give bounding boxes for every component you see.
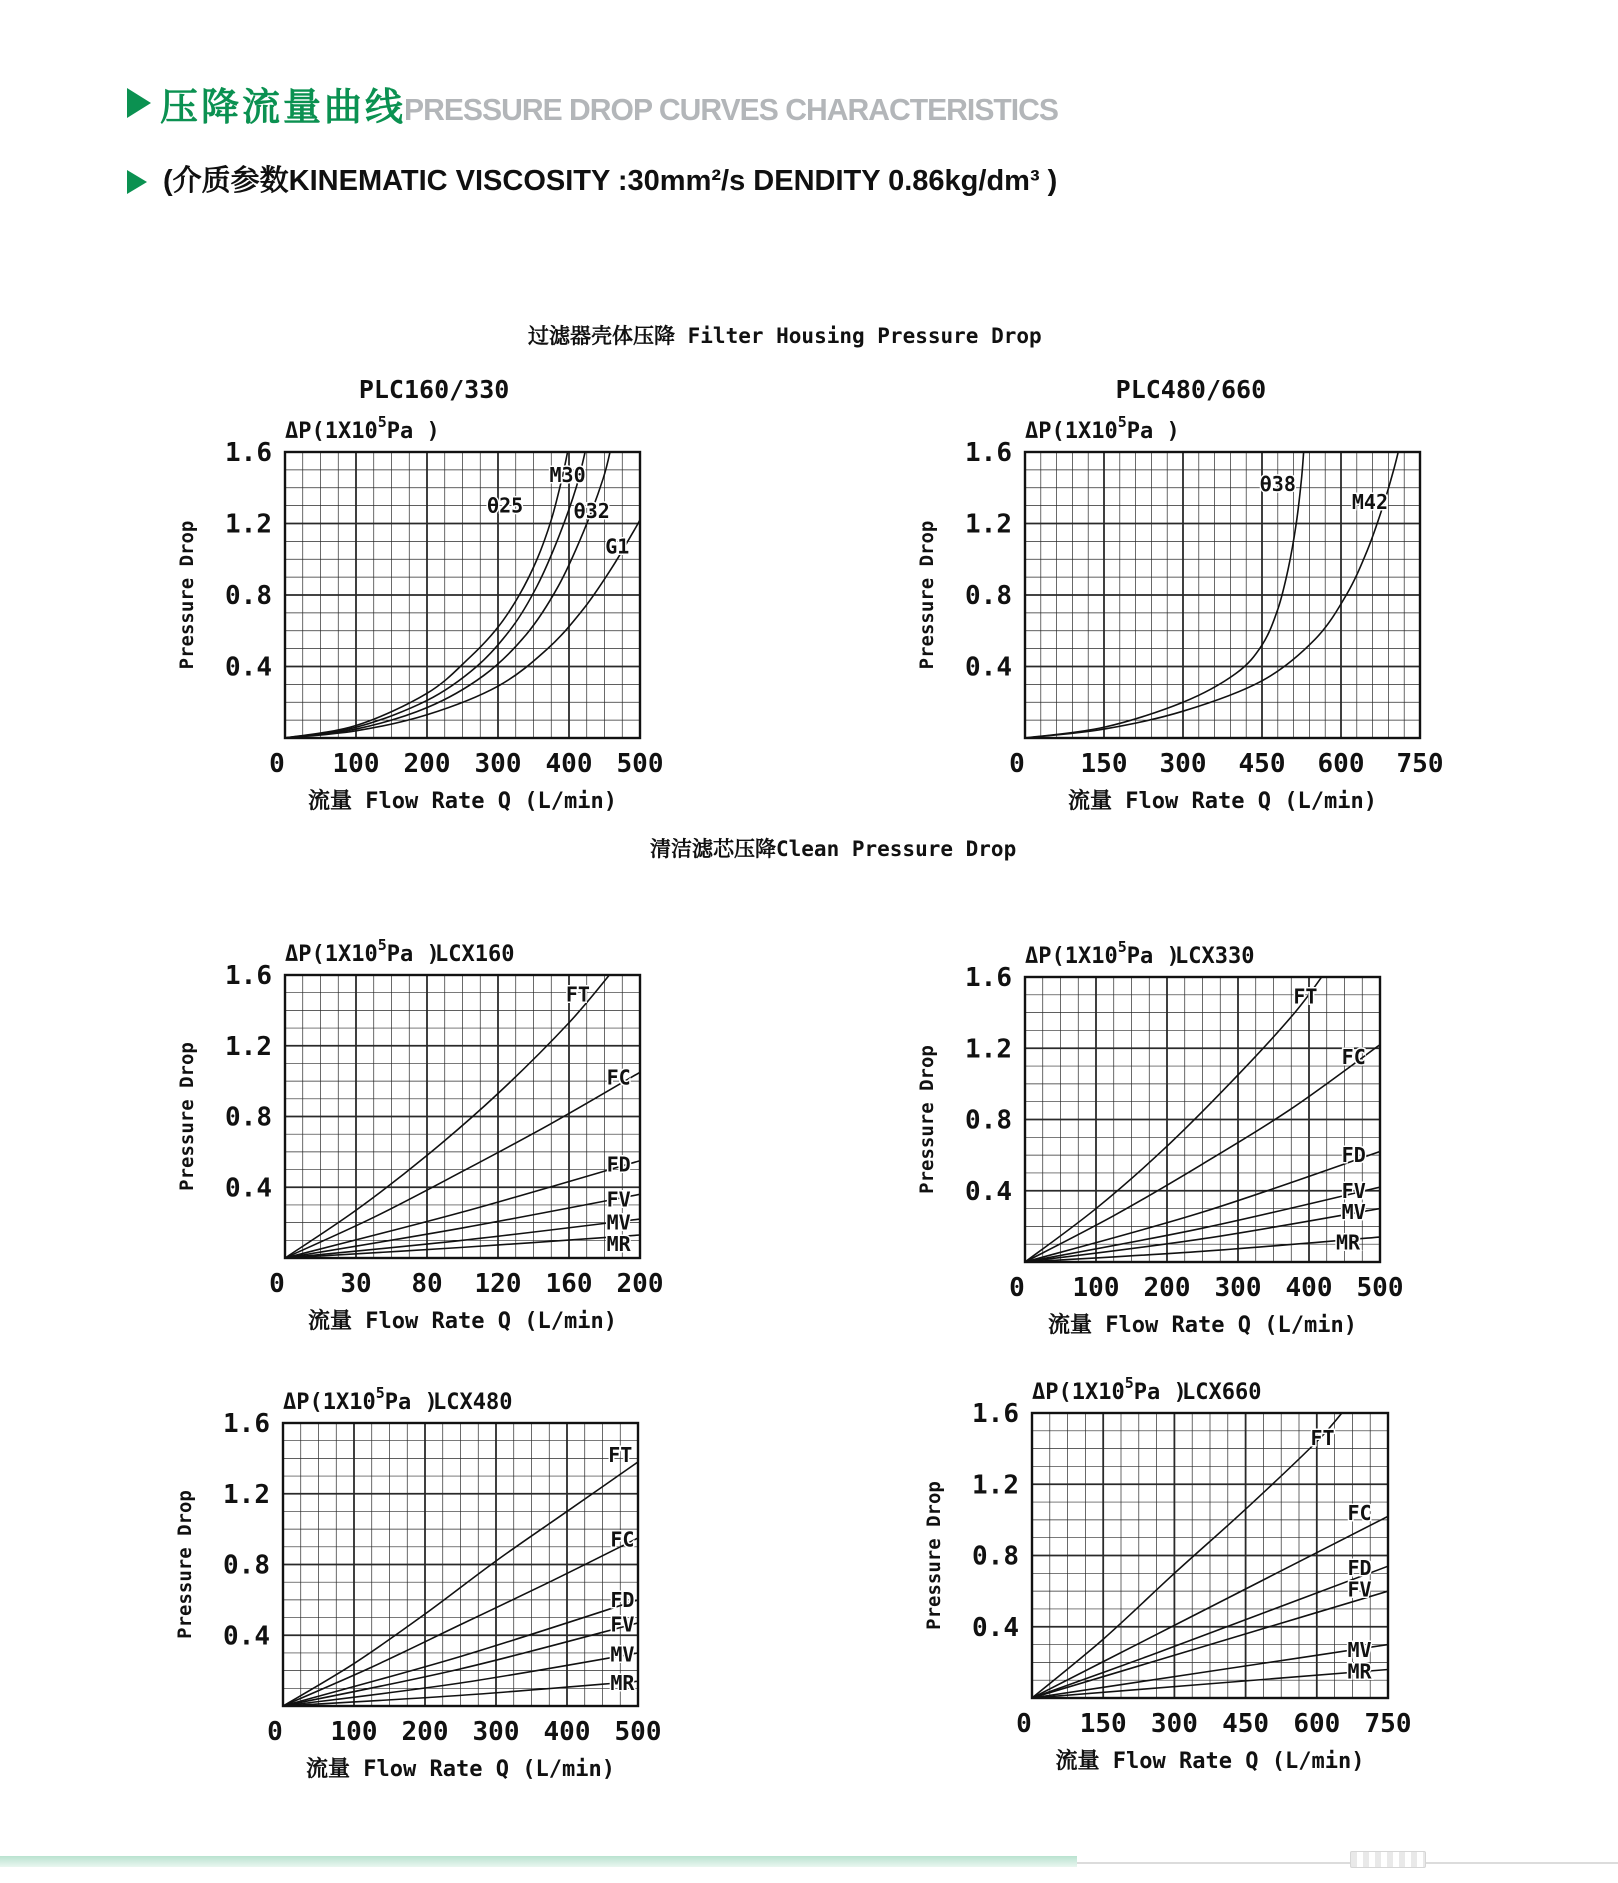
svg-text:1.2: 1.2 [225,1031,272,1062]
chart-svg [165,890,698,1356]
svg-text:300: 300 [1150,1709,1198,1739]
svg-text:流量 Flow Rate Q (L/min): 流量 Flow Rate Q (L/min) [308,789,617,814]
svg-text:150: 150 [1080,749,1128,779]
page-title-zh: 压降流量曲线 [160,85,407,129]
svg-text:1.2: 1.2 [965,1034,1012,1065]
svg-text:0.8: 0.8 [965,1105,1012,1136]
section-title-clean: 清洁滤芯压降Clean Pressure Drop [650,837,1017,861]
svg-text:ΔP(1X105Pa ): $\Delta P(1X10^5Pa$ ) [1032,1374,1187,1405]
svg-text:流量 Flow Rate Q (L/min): 流量 Flow Rate Q (L/min) [1048,1313,1357,1338]
svg-text:FT: FT [565,982,590,1007]
chart-lcx160 [165,890,698,1356]
section-title-housing: 过滤器壳体压降 Filter Housing Pressure Drop [528,324,1042,348]
svg-text:FD: FD [1341,1143,1366,1168]
svg-text:流量 Flow Rate Q (L/min): 流量 Flow Rate Q (L/min) [1055,1749,1365,1774]
svg-text:500: 500 [614,1717,662,1747]
svg-text:FT: FT [1293,984,1318,1009]
svg-text:Pressure Drop: Pressure Drop [916,1045,938,1194]
svg-text:200: 200 [616,1269,664,1299]
svg-text:Pressure Drop: Pressure Drop [916,520,938,670]
svg-text:MR: MR [610,1671,635,1696]
svg-text:ΔP(1X105Pa ): $\Delta P(1X10^5Pa$ ) [285,413,440,444]
chart-svg [905,367,1478,836]
chart-plc480-660 [905,367,1478,836]
svg-text:Pressure Drop: Pressure Drop [176,520,198,670]
svg-text:LCX660: LCX660 [1182,1380,1262,1405]
svg-text:120: 120 [474,1269,522,1299]
svg-text:ΔP(1X105Pa ): $\Delta P(1X10^5Pa$ ) [283,1384,438,1415]
svg-text:FC: FC [1341,1045,1366,1070]
svg-text:0.8: 0.8 [225,581,272,611]
svg-text:0: 0 [269,749,285,779]
svg-text:Pressure Drop: Pressure Drop [176,1042,198,1191]
svg-text:M30: M30 [549,463,586,488]
svg-text:1.2: 1.2 [972,1470,1019,1501]
svg-text:160: 160 [545,1269,593,1299]
svg-text:FD: FD [606,1152,631,1177]
svg-text:MV: MV [1341,1200,1366,1225]
svg-text:450: 450 [1238,749,1286,779]
svg-text:1.6: 1.6 [225,961,272,991]
svg-text:400: 400 [1285,1273,1333,1303]
svg-text:80: 80 [411,1269,443,1299]
svg-text:30: 30 [340,1269,372,1299]
svg-text:0.8: 0.8 [225,1102,272,1133]
svg-text:0.4: 0.4 [223,1621,270,1652]
svg-text:FD: FD [1347,1555,1372,1580]
svg-text:300: 300 [1214,1273,1262,1303]
svg-text:1.2: 1.2 [965,509,1012,540]
svg-text:100: 100 [332,749,380,779]
svg-text:FC: FC [606,1065,631,1090]
section-arrow-icon [127,88,151,118]
svg-text:200: 200 [401,1717,449,1747]
svg-text:FT: FT [608,1442,633,1467]
chart-svg [165,367,698,836]
svg-text:流量 Flow Rate Q (L/min): 流量 Flow Rate Q (L/min) [1068,789,1377,814]
svg-text:MR: MR [1347,1659,1372,1684]
svg-text:PLC480/660: PLC480/660 [1115,375,1267,404]
svg-text:ΔP(1X105Pa ): $\Delta P(1X10^5Pa$ ) [1025,413,1180,444]
svg-text:ΔP(1X105Pa ): $\Delta P(1X10^5Pa$ ) [285,936,440,967]
svg-text:0.4: 0.4 [972,1612,1019,1643]
svg-text:150: 150 [1079,1709,1127,1739]
svg-text:400: 400 [543,1717,591,1747]
svg-text:750: 750 [1364,1709,1412,1739]
svg-text:LCX330: LCX330 [1175,944,1255,969]
svg-text:0: 0 [1016,1709,1032,1739]
svg-text:600: 600 [1317,749,1365,779]
svg-text:LCX480: LCX480 [433,1390,513,1415]
media-parameters-note: (介质参数KINEMATIC VISCOSITY :30mm²/s DENDITY 0.86kg/dm³ ) [163,165,1058,197]
svg-text:MV: MV [610,1642,635,1667]
svg-text:300: 300 [1159,749,1207,779]
svg-text:0: 0 [269,1269,285,1299]
svg-text:100: 100 [330,1717,378,1747]
svg-text:0.8: 0.8 [965,581,1012,611]
svg-text:0: 0 [1009,749,1025,779]
page-title-en: PRESSURE DROP CURVES CHARACTERISTICS [404,92,1059,127]
svg-text:Pressure Drop: Pressure Drop [923,1481,945,1630]
chart-svg [163,1338,696,1804]
svg-text:1.6: 1.6 [965,438,1012,468]
svg-text:流量 Flow Rate Q (L/min): 流量 Flow Rate Q (L/min) [308,1309,617,1334]
svg-text:0.4: 0.4 [225,652,272,683]
svg-text:0.4: 0.4 [225,1173,272,1204]
svg-text:0: 0 [1009,1273,1025,1303]
svg-text:θ25: θ25 [487,493,524,518]
svg-text:FC: FC [610,1527,635,1552]
svg-text:0.4: 0.4 [965,652,1012,683]
svg-text:300: 300 [472,1717,520,1747]
svg-text:MV: MV [1347,1637,1372,1662]
svg-text:0.8: 0.8 [972,1541,1019,1572]
svg-text:MR: MR [606,1231,631,1256]
footer-logo-mark [1350,1851,1426,1868]
svg-text:FV: FV [1347,1577,1372,1602]
svg-text:200: 200 [1143,1273,1191,1303]
svg-text:1.6: 1.6 [225,438,272,468]
svg-text:M42: M42 [1351,490,1389,515]
svg-text:Pressure Drop: Pressure Drop [174,1490,196,1639]
svg-text:200: 200 [403,749,451,779]
svg-text:300: 300 [474,749,522,779]
svg-text:400: 400 [545,749,593,779]
svg-text:θ32: θ32 [573,498,610,523]
svg-text:FV: FV [1341,1178,1366,1203]
svg-text:PLC160/330: PLC160/330 [358,375,510,404]
footer-rule [1077,1862,1618,1864]
svg-text:600: 600 [1293,1709,1341,1739]
subsection-arrow-icon [127,170,147,194]
chart-lcx660 [912,1328,1446,1796]
svg-text:FC: FC [1347,1500,1372,1525]
chart-plc160-330 [165,367,698,836]
svg-text:1.2: 1.2 [225,509,272,540]
svg-text:1.2: 1.2 [223,1479,270,1510]
svg-text:MR: MR [1336,1230,1361,1255]
svg-text:流量 Flow Rate Q (L/min): 流量 Flow Rate Q (L/min) [306,1757,615,1782]
svg-text:LCX160: LCX160 [435,942,515,967]
svg-text:450: 450 [1222,1709,1270,1739]
svg-text:FV: FV [606,1187,631,1212]
svg-text:FD: FD [610,1587,635,1612]
svg-text:0: 0 [267,1717,283,1747]
svg-text:500: 500 [1356,1273,1404,1303]
chart-svg [905,892,1438,1360]
svg-text:θ38: θ38 [1259,472,1296,497]
svg-text:FT: FT [1310,1425,1335,1450]
footer-accent-band [0,1856,1077,1867]
svg-text:0.4: 0.4 [965,1176,1012,1207]
svg-text:1.6: 1.6 [223,1409,270,1439]
svg-text:100: 100 [1072,1273,1120,1303]
svg-text:ΔP(1X105Pa ): $\Delta P(1X10^5Pa$ ) [1025,938,1180,969]
chart-svg [912,1328,1446,1796]
chart-lcx480 [163,1338,696,1804]
chart-lcx330 [905,892,1438,1360]
svg-text:750: 750 [1396,749,1444,779]
svg-text:FV: FV [610,1612,635,1637]
svg-text:G1: G1 [605,534,630,559]
svg-text:1.6: 1.6 [965,963,1012,993]
svg-text:0.8: 0.8 [223,1550,270,1581]
svg-text:500: 500 [616,749,664,779]
svg-text:MV: MV [606,1210,631,1235]
svg-text:1.6: 1.6 [972,1399,1019,1429]
